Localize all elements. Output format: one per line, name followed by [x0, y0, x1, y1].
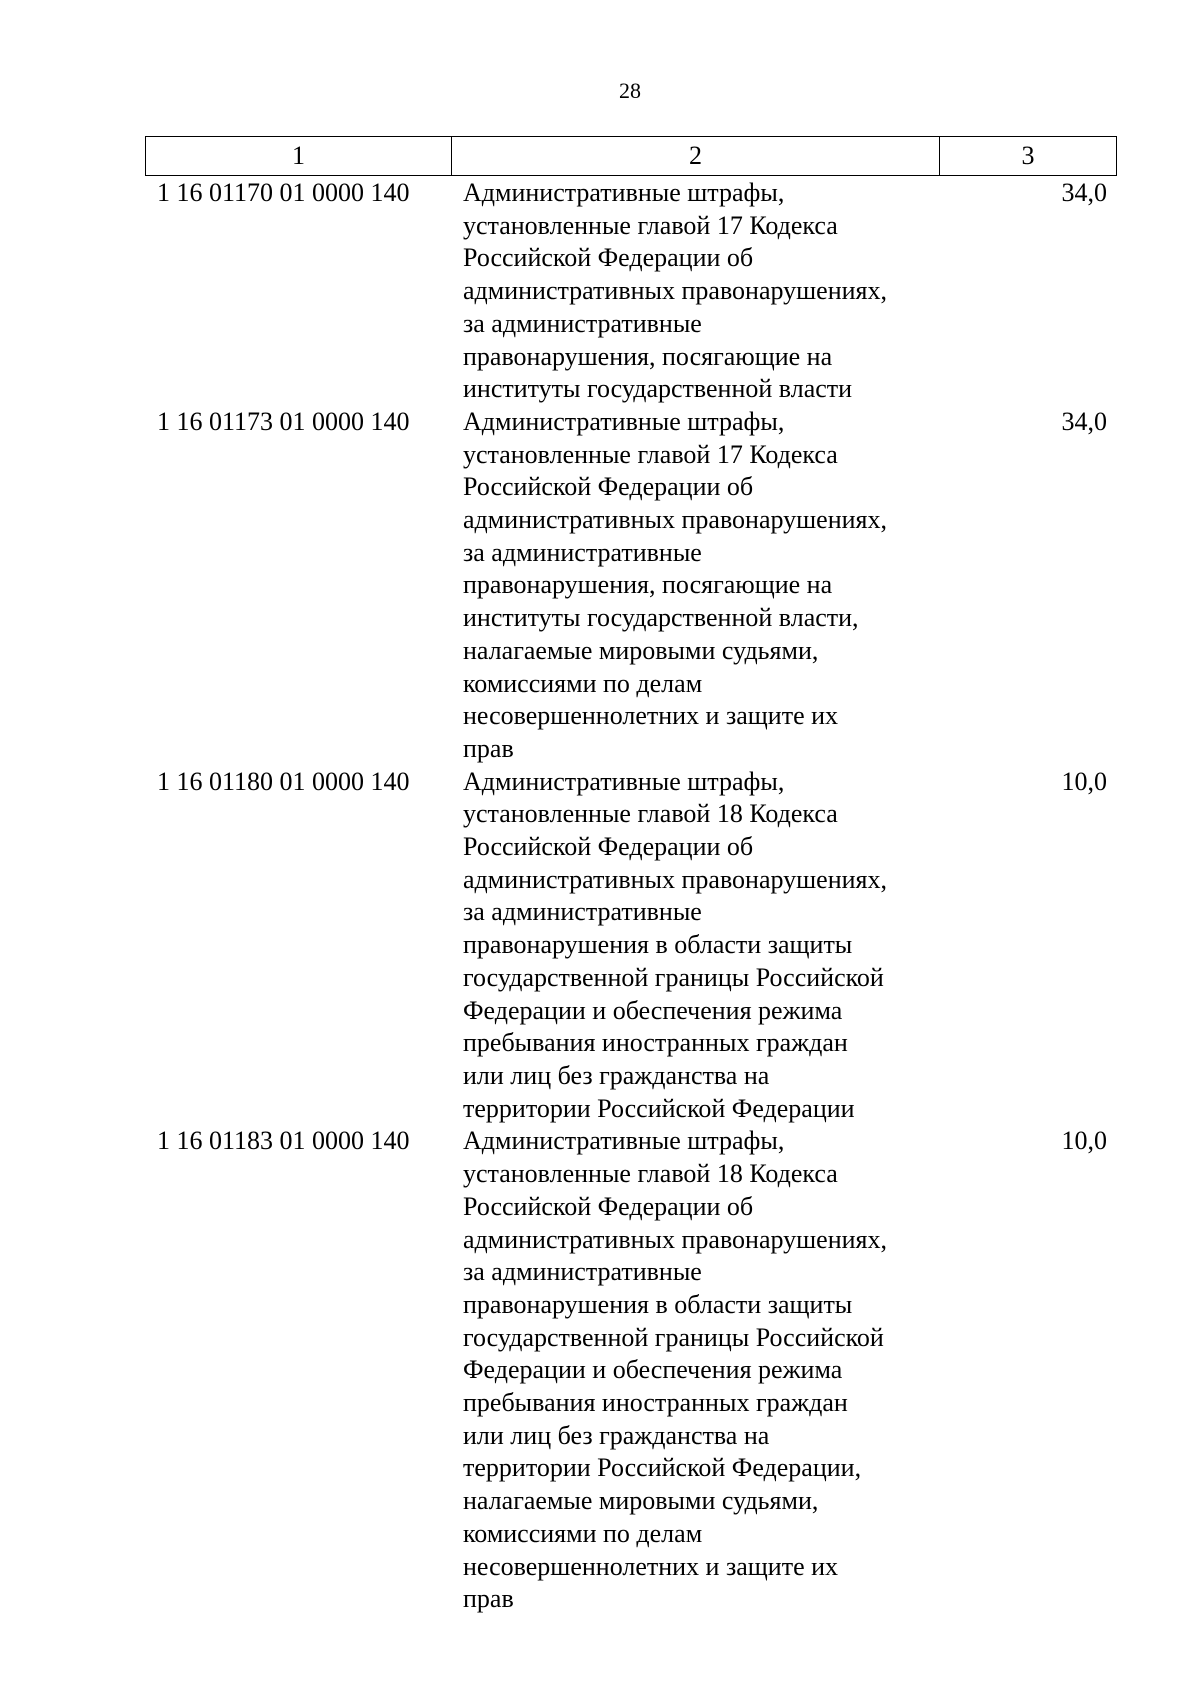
table-row: [145, 406, 1117, 766]
description-line: государственной границы Российской: [463, 962, 884, 992]
description-cell: [451, 1125, 939, 1616]
amount-cell: 10,0: [1061, 766, 1107, 796]
header-column-2: 2: [452, 137, 940, 175]
description-line: несовершеннолетних и защите их: [463, 1551, 839, 1581]
description-line: установленные главой 18 Кодекса: [463, 1159, 838, 1189]
description-line: правонарушения в области защиты: [463, 1289, 853, 1319]
description-line: установленные главой 18 Кодекса: [463, 799, 838, 829]
description-line: Административные штрафы,: [463, 406, 785, 436]
description-line: комиссиями по делам: [463, 1518, 703, 1548]
description-line: прав: [463, 733, 514, 763]
description-line: за административные: [463, 1257, 702, 1287]
description-line: установленные главой 17 Кодекса: [463, 210, 838, 240]
description-line: административных правонарушениях,: [463, 505, 887, 535]
page-number: 28: [619, 78, 641, 103]
description-line: Российской Федерации об: [463, 243, 754, 273]
description-line: институты государственной власти: [463, 374, 853, 404]
table-row: [145, 766, 1117, 1126]
description-line: Российской Федерации об: [463, 832, 754, 862]
description-line: Федерации и обеспечения режима: [463, 995, 843, 1025]
description-cell: [451, 766, 939, 1126]
table-header-row: [145, 136, 1117, 176]
description-cell: [451, 177, 939, 406]
description-line: Административные штрафы,: [463, 178, 785, 207]
description-line: за административные: [463, 308, 702, 338]
description-line: территории Российской Федерации: [463, 1093, 855, 1123]
revenue-table: [145, 136, 1117, 1616]
description-line: Административные штрафы,: [463, 1126, 785, 1156]
description-line: Федерации и обеспечения режима: [463, 1355, 843, 1385]
description-line: административных правонарушениях,: [463, 1224, 887, 1254]
amount-cell: 10,0: [1061, 1126, 1107, 1156]
budget-code-cell: 1 16 01170 01 0000 140: [157, 178, 410, 207]
description-line: правонарушения в области защиты: [463, 930, 853, 960]
description-line: территории Российской Федерации,: [463, 1453, 862, 1483]
description-line: комиссиями по делам: [463, 668, 703, 698]
amount-cell: 34,0: [1061, 178, 1107, 207]
description-line: правонарушения, посягающие на: [463, 570, 833, 600]
description-line: правонарушения, посягающие на: [463, 341, 833, 371]
budget-code-cell: 1 16 01183 01 0000 140: [157, 1126, 410, 1156]
description-line: государственной границы Российской: [463, 1322, 884, 1352]
budget-code-cell: 1 16 01180 01 0000 140: [157, 766, 410, 796]
header-column-3: 3: [1021, 141, 1035, 170]
description-line: несовершеннолетних и защите их: [463, 701, 839, 731]
description-line: административных правонарушениях,: [463, 276, 887, 306]
description-line: административных правонарушениях,: [463, 864, 887, 894]
description-line: пребывания иностранных граждан: [463, 1028, 848, 1058]
description-line: Административные штрафы,: [463, 766, 785, 796]
amount-cell: 34,0: [1061, 406, 1107, 436]
table-body: [145, 176, 1117, 1616]
description-line: Российской Федерации об: [463, 1191, 754, 1221]
description-line: институты государственной власти,: [463, 603, 859, 633]
description-line: или лиц без гражданства на: [463, 1420, 770, 1450]
description-cell: [451, 406, 939, 766]
description-line: за административные: [463, 897, 702, 927]
description-line: за административные: [463, 537, 702, 567]
description-line: Российской Федерации об: [463, 472, 754, 502]
description-line: установленные главой 17 Кодекса: [463, 439, 838, 469]
description-line: пребывания иностранных граждан: [463, 1388, 848, 1418]
description-line: налагаемые мировыми судьями,: [463, 635, 819, 665]
description-line: прав: [463, 1584, 514, 1614]
table-row: [145, 1125, 1117, 1616]
header-column-1: 1: [146, 137, 452, 175]
description-line: налагаемые мировыми судьями,: [463, 1486, 819, 1516]
table-row: [145, 177, 1117, 406]
budget-code-cell: 1 16 01173 01 0000 140: [157, 406, 410, 436]
description-line: или лиц без гражданства на: [463, 1060, 770, 1090]
